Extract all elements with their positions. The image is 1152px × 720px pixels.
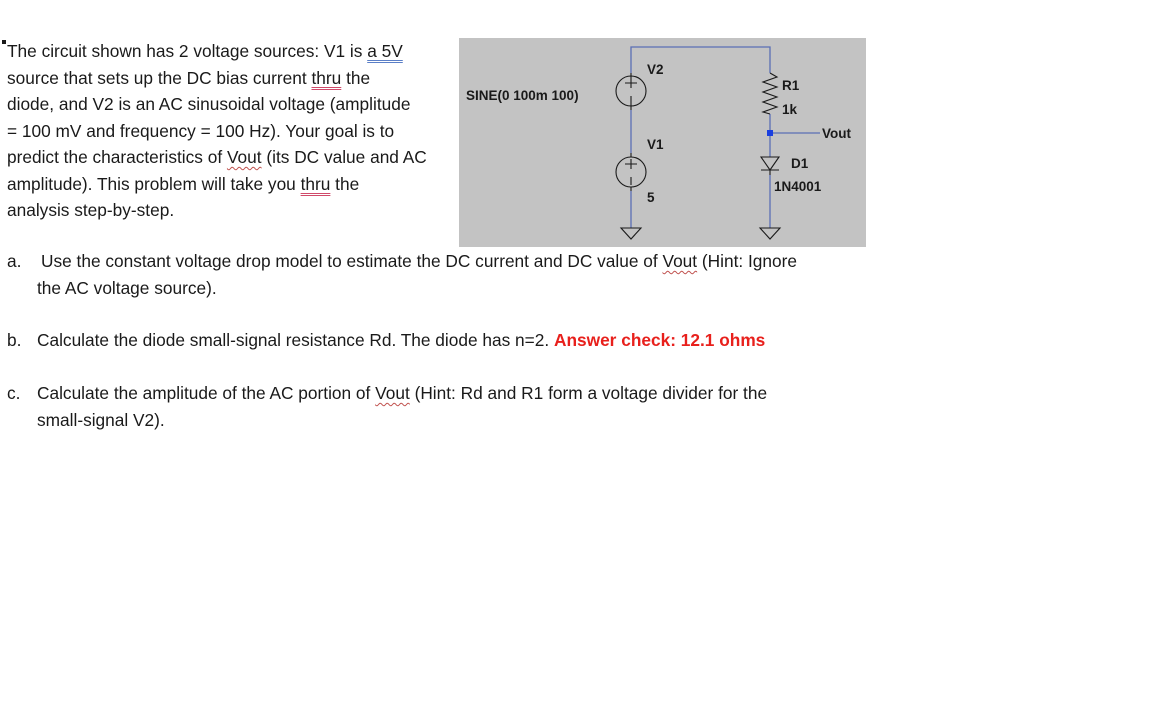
question-text: Calculate the amplitude of the AC portion of [37, 383, 376, 403]
d1-model: 1N4001 [774, 179, 822, 194]
intro-line [7, 65, 452, 92]
intro-text: source that sets up the DC bias current [7, 67, 312, 88]
intro-line [7, 144, 452, 171]
intro-text: amplitude). This problem will take you [7, 173, 301, 194]
v1-value: 5 [647, 190, 655, 205]
resistor-icon [763, 73, 777, 114]
v2-plus-icon [625, 78, 637, 88]
question-text-underlined: Vout [662, 251, 698, 271]
circuit-schematic [459, 38, 866, 247]
symbols [616, 73, 780, 239]
intro-line: = 100 mV and frequency = 100 Hz). Your goal is to [7, 120, 395, 141]
question-text-underlined: Vout [375, 383, 410, 403]
question-text: Use the constant voltage drop model to estimate the DC current and DC value of [41, 251, 663, 271]
intro-text-underlined: thru [311, 67, 342, 88]
answer-check: Answer check: 12.1 ohms [553, 330, 766, 350]
schematic-drawing [459, 38, 866, 247]
intro-paragraph [7, 38, 452, 224]
v2-label: V2 [647, 62, 664, 77]
intro-text: predict the characteristics of [7, 147, 227, 167]
question-a-line-1 [41, 248, 797, 275]
v1-label: V1 [647, 137, 664, 152]
intro-line [7, 171, 452, 198]
question-c-line-2: small-signal V2). [37, 410, 165, 430]
vout-label: Vout [822, 126, 851, 141]
question-b [7, 327, 867, 355]
intro-line: analysis step-by-step. [7, 200, 175, 220]
r1-value: 1k [782, 102, 798, 117]
bullet-marker [2, 40, 6, 44]
question-text: (Hint: Rd and R1 form a voltage divider for the [409, 383, 768, 403]
vout-node-marker [767, 130, 773, 136]
sine-label: SINE(0 100m 100) [466, 88, 579, 103]
question-text: Calculate the diode small-signal resistance Rd. The diode has n=2. [37, 330, 554, 350]
question-a [7, 248, 867, 303]
intro-text: The circuit shown has 2 voltage sources: V1 is [7, 41, 368, 61]
v1-plus-icon [625, 159, 637, 169]
ground-icon-diode [760, 228, 780, 239]
question-c-line-1 [37, 380, 767, 407]
intro-line: diode, and V2 is an AC sinusoidal voltage (amplitude [7, 94, 411, 114]
r1-label: R1 [782, 78, 800, 93]
intro-text: the [330, 173, 360, 194]
intro-text-underlined: a 5V [367, 41, 403, 61]
question-label: a. [7, 251, 22, 271]
question-c [7, 380, 867, 435]
d1-label: D1 [791, 156, 809, 171]
diode-triangle-icon [761, 157, 779, 170]
intro-text: the [341, 67, 371, 88]
intro-text: (its DC value and AC [261, 147, 427, 167]
intro-line [7, 38, 452, 65]
question-b-line [37, 327, 765, 354]
intro-text-underlined: Vout [226, 147, 262, 167]
question-text: (Hint: Ignore [697, 251, 797, 271]
ground-icon-v1 [621, 228, 641, 239]
intro-text-underlined: thru [300, 173, 331, 194]
question-a-line-2: the AC voltage source). [37, 278, 217, 298]
question-label: c. [7, 383, 21, 403]
question-label: b. [7, 330, 22, 350]
